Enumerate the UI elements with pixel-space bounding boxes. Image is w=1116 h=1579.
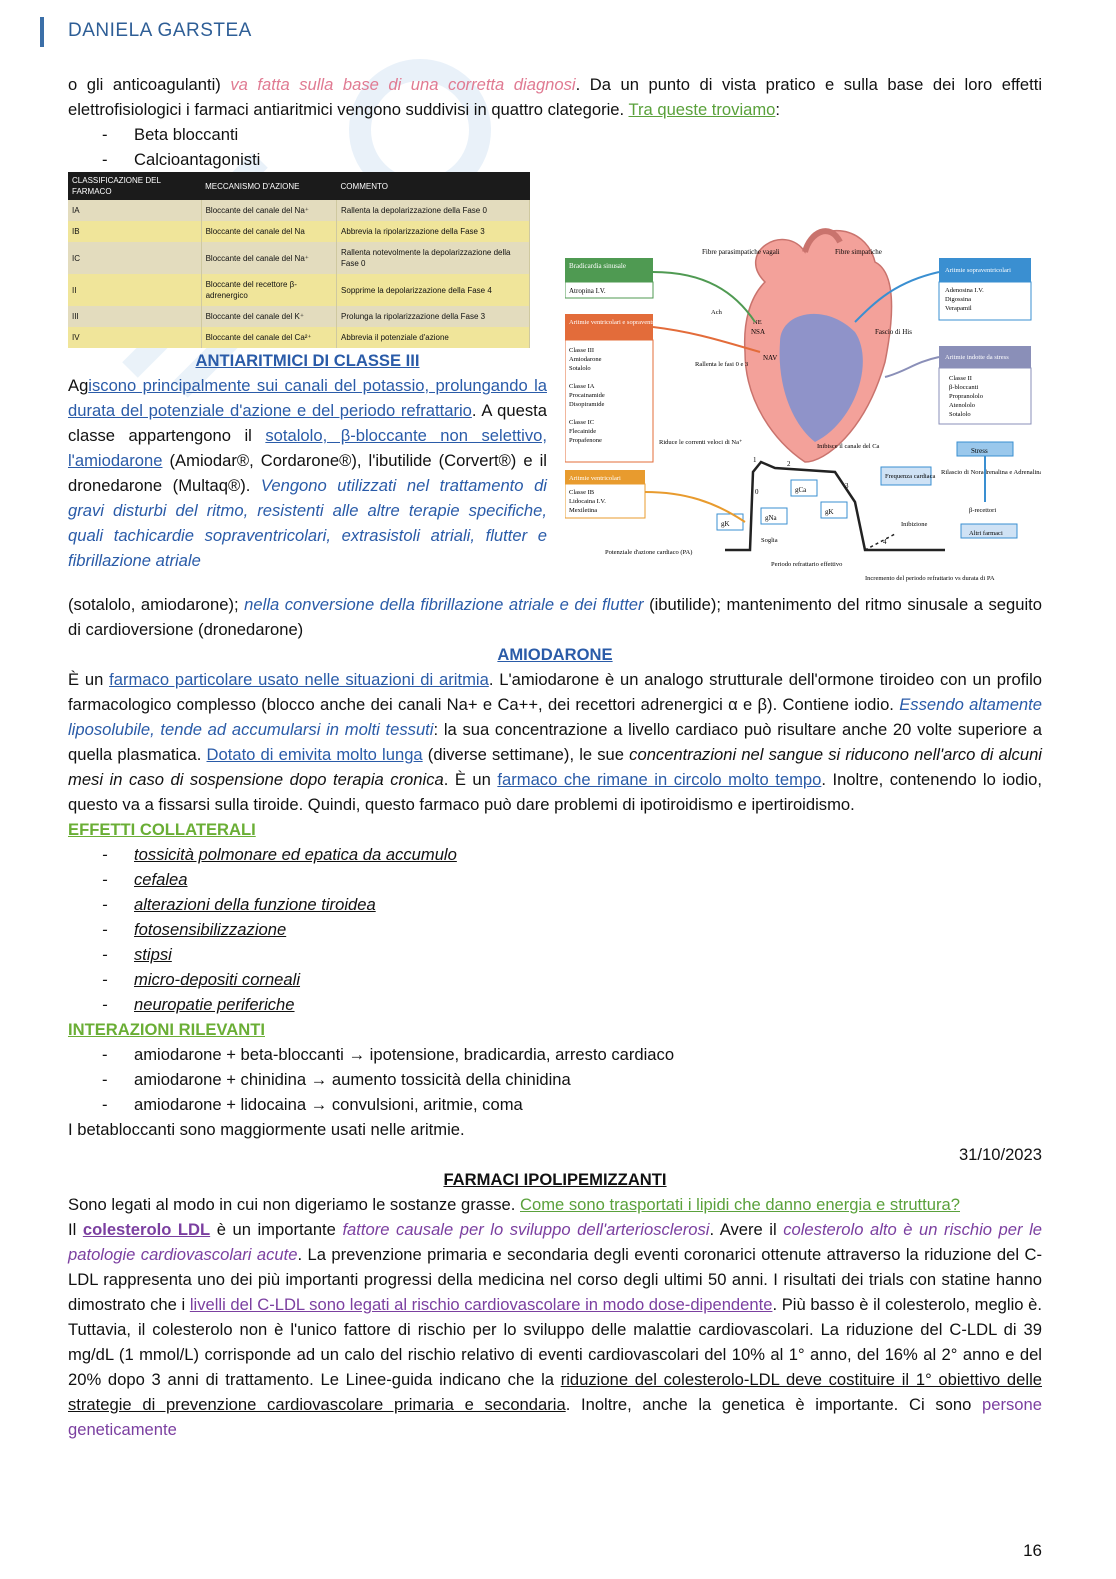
svg-text:Classe III: Classe III — [569, 347, 595, 354]
svg-text:gCa: gCa — [795, 486, 807, 494]
label-beta: β-recettori — [969, 507, 997, 514]
label-nav: NAV — [763, 354, 778, 362]
list-item: - amiodarone + lidocaina → convulsioni, aritmie, coma — [68, 1092, 1042, 1117]
svg-text:Atenololo: Atenololo — [949, 402, 975, 409]
label-aritmie-v: Aritmie ventricolari — [569, 475, 621, 482]
list-item: - neuropatie periferiche — [68, 992, 1042, 1017]
author-name: DANIELA GARSTEA — [68, 20, 252, 41]
label-indotte: Aritmie indotte da stress — [945, 354, 1009, 361]
list-item: - Calcioantagonisti — [68, 147, 1042, 172]
interazioni-note: I betabloccanti sono maggiormente usati nelle aritmie. — [68, 1120, 465, 1139]
label-stress: Stress — [971, 447, 988, 455]
svg-text:gK: gK — [721, 520, 730, 528]
list-item: - fotosensibilizzazione — [68, 917, 1042, 942]
label-ne: NE — [753, 319, 762, 326]
box-aritmie-vs — [565, 314, 653, 340]
class3-paragraph-cont: (sotalolo, amiodarone); nella conversione della fibrillazione atriale e dei flutter (ibutilide); mantenimento del ritmo sinusale a seguito di cardioversione (dronedarone) — [68, 595, 1042, 639]
label-ach: Ach — [711, 309, 722, 316]
label-frequenza: Frequenza cardiaca — [885, 473, 936, 480]
label-simp: Fibre simpatiche — [835, 248, 882, 256]
svg-text:1: 1 — [753, 456, 757, 464]
amiodarone-paragraph: È un farmaco particolare usato nelle situazioni di aritmia. L'amiodarone è un analogo strutturale dell'ormone tiroideo con un profilo farmacologico complesso (blocco anche dei canali Na+ e Ca++, dei recettori adrenergici α e β). Contiene iodio. Essendo altamente liposolubile, tende ad accumularsi in molti tessuti: la sua concentrazione a livello cardiaco può risultare anche 20 volte superiore a quella plasmatica. Dotato di emivita molto lunga (diverse settimane), le sue concentrazioni nel sangue si riducono nell'arco di alcuni mesi in caso di sospensione dopo terapia cronica. È un farmaco che rimane in circolo molto tempo. Inoltre, contenendo lo iodio, questo va a fissarsi sulla tiroide. Quindi, questo farmaco può dare problemi di ipotiroidismo e ipertiroidismo. — [68, 670, 1043, 814]
label-altri: Altri farmaci — [969, 530, 1003, 537]
interazioni-list — [68, 1042, 1042, 1117]
table-row: IC Bloccante del canale del Na⁺ Rallenta notevolmente la depolarizzazione della Fase 0 — [68, 242, 530, 274]
svg-text:gK: gK — [825, 508, 834, 516]
label-incremento: Incremento del periodo refrattario vs durata di PA — [865, 575, 995, 582]
label-inibisce: Inibisce il canale del Ca — [817, 443, 880, 450]
svg-text:Sotalolo: Sotalolo — [569, 365, 591, 372]
label-parasimp: Fibre parasimpatiche vagali — [702, 248, 780, 256]
table-row: IB Bloccante del canale del Na Abbrevia la ripolarizzazione della Fase 3 — [68, 221, 530, 242]
svg-text:4: 4 — [883, 538, 887, 546]
label-bradicardia: Bradicardia sinusale — [569, 262, 626, 270]
svg-text:Amiodarone: Amiodarone — [569, 356, 602, 363]
svg-text:Propafenone: Propafenone — [569, 437, 602, 444]
page-body — [68, 72, 1042, 1442]
interazioni-title: INTERAZIONI RILEVANTI — [68, 1020, 265, 1039]
label-rilascio: Rilascio di Noradrenalina e Adrenalina — [941, 469, 1041, 476]
label-pa: Potenziale d'azione cardiaco (PA) — [605, 549, 693, 556]
svg-text:Mexiletina: Mexiletina — [569, 507, 598, 514]
label-atropina: Atropina I.V. — [569, 287, 606, 295]
svg-text:0: 0 — [755, 488, 759, 496]
label-aritmie-sv: Aritmie sopraventricolari — [945, 267, 1011, 274]
amiodarone-title: AMIODARONE — [497, 645, 613, 664]
svg-text:Adenosina I.V.: Adenosina I.V. — [945, 287, 984, 294]
svg-text:Classe IB: Classe IB — [569, 489, 595, 496]
svg-text:3: 3 — [845, 482, 849, 490]
intro-paragraph: o gli anticoagulanti) va fatta sulla base di una corretta diagnosi. Da un punto di vista pratico e sulla base dei loro effetti elettrofisiologici i farmaci antiaritmici vengono suddivisi in quattro clategorie. Tra queste troviamo: — [68, 75, 1043, 119]
svg-text:gNa: gNa — [765, 514, 777, 522]
list-item: - tossicità polmonare ed epatica da accumulo — [68, 842, 1042, 867]
svg-text:Procainamide: Procainamide — [569, 392, 605, 399]
list-item: - amiodarone + chinidina → aumento tossicità della chinidina — [68, 1067, 1042, 1092]
table-row: II Bloccante del recettore β-adrenergico Sopprime la depolarizzazione della Fase 4 — [68, 274, 530, 306]
class3-title: ANTIARITMICI DI CLASSE III — [195, 351, 420, 370]
table-header: COMMENTO — [337, 172, 530, 200]
label-periodo: Periodo refrattario effettivo — [771, 561, 843, 568]
heart-illustration — [745, 231, 892, 462]
list-item: - Beta bloccanti — [68, 122, 1042, 147]
svg-text:Verapamil: Verapamil — [945, 305, 972, 312]
list-item: - stipsi — [68, 942, 1042, 967]
lesson-date: 31/10/2023 — [958, 1145, 1042, 1164]
table-header: CLASSIFICAZIONE DEL FARMACO — [68, 172, 201, 200]
ipolipemizzanti-paragraph: Il colesterolo LDL è un importante fattore causale per lo sviluppo dell'arteriosclerosi. Avere il colesterolo alto è un rischio per le patologie cardiovascolari acute. La prevenzione primaria e secondaria degli eventi coronarici ottenute attraverso la riduzione del C-LDL rappresenta uno dei più importanti progressi della medicina nel corso degli ultimi 50 anni. I risultati dei trials con statine hanno dimostrato che i livelli del C-LDL sono legati al rischio cardiovascolare in modo dose-dipendente. Più basso è il colesterolo, meglio è. Tuttavia, il colesterolo non è l'unico fattore di rischio per lo sviluppo delle malattie cardiovascolari. La riduzione del C-LDL di 39 mg/dL (1 mmol/L) corrisponde ad un calo del rischio relativo di eventi cardiovascolari del 10% al 1° anno, del 16% al 2° anno e del 20% dopo 3 anni di trattamento. Le Linee-guida indicano che la riduzione del colesterolo-LDL deve costituire il 1° obiettivo delle strategie di prevenzione cardiovascolare primaria e secondaria. Inoltre, anche la genetica è importante. Ci sono persone geneticamente — [68, 1220, 1042, 1439]
svg-text:Sotalolo: Sotalolo — [949, 411, 971, 418]
effetti-list — [68, 842, 1042, 1017]
label-nsa: NSA — [751, 328, 766, 336]
list-item: - cefalea — [68, 867, 1042, 892]
svg-text:Classe IA: Classe IA — [569, 383, 595, 390]
table-header: MECCANISMO D'AZIONE — [201, 172, 336, 200]
svg-text:Classe IC: Classe IC — [569, 419, 595, 426]
svg-text:Propranololo: Propranololo — [949, 393, 983, 400]
effetti-title: EFFETTI COLLATERALI — [68, 820, 256, 839]
table-row: III Bloccante del canale del K⁺ Prolunga la ripolarizzazione della Fase 3 — [68, 306, 530, 327]
svg-text:Disopiramide: Disopiramide — [569, 401, 605, 408]
classification-table — [68, 172, 530, 348]
label-soglia: Soglia — [761, 537, 778, 544]
label-aritmie-vs: Aritmie ventricolari e sopraventricolari — [569, 319, 671, 326]
page-number: 16 — [1023, 1541, 1042, 1560]
label-riduce: Riduce le correnti veloci di Na⁺ — [659, 439, 743, 446]
svg-text:Classe II: Classe II — [949, 375, 972, 382]
ipolipemizzanti-title: FARMACI IPOLIPEMIZZANTI — [443, 1170, 667, 1189]
svg-text:Lidocaina I.V.: Lidocaina I.V. — [569, 498, 606, 505]
svg-text:2: 2 — [787, 460, 791, 468]
table-row: IA Bloccante del canale del Na⁺ Rallenta la depolarizzazione della Fase 0 — [68, 200, 530, 221]
list-item: - micro-depositi corneali — [68, 967, 1042, 992]
svg-text:Flecainide: Flecainide — [569, 428, 597, 435]
ipolipemizzanti-intro: Sono legati al modo in cui non digeriamo le sostanze grasse. Come sono trasportati i lipidi che danno energia e struttura? — [68, 1195, 960, 1214]
label-rallenta: Rallenta le fasi 0 e 3 — [695, 361, 749, 368]
table-row: IV Bloccante del canale del Ca²⁺ Abbrevia il potenziale d'azione — [68, 327, 530, 348]
svg-text:Digossina: Digossina — [945, 296, 971, 303]
class3-paragraph: Agiscono principalmente sui canali del potassio, prolungando la durata del potenziale d'azione e del periodo refrattario. A questa classe appartengono il sotalolo, β-bloccante non selettivo, l'amiodarone (Amiodar®, Cordarone®), l'ibutilide (Corvert®) e il dronedarone (Multaq®). Vengono utilizzati nel trattamento di gravi disturbi del ritmo, resistenti alle altre terapie specifiche, quali tachicardie sopraventricolari, extrasistoli atriali, flutter e fibrillazione atriale — [68, 376, 548, 570]
cardiac-diagram — [565, 162, 1041, 592]
label-inibizione: Inibizione — [901, 521, 928, 528]
svg-text:β-bloccanti: β-bloccanti — [949, 384, 979, 391]
header-accent-bar — [40, 17, 44, 47]
list-item: - alterazioni della funzione tiroidea — [68, 892, 1042, 917]
list-item: - amiodarone + beta-bloccanti → ipotensione, bradicardia, arresto cardiaco — [68, 1042, 1042, 1067]
label-his: Fascio di His — [875, 328, 912, 336]
